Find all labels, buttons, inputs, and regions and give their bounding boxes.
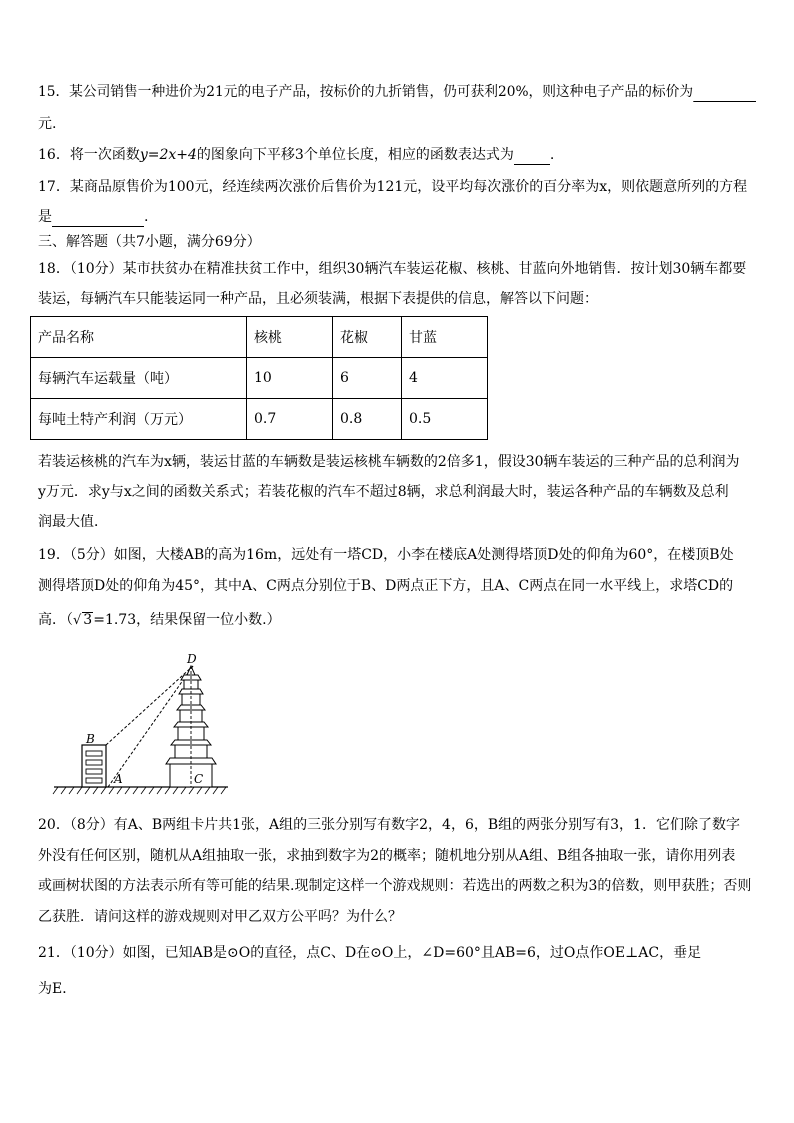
label-c: C [194,772,204,786]
table-cell: 0.7 [247,399,333,440]
table-row [31,399,488,440]
q19-line1: 19．（5分）如图，大楼AB的高为16m，远处有一塔CD，小李在楼底A处测得塔顶D处的仰角为60°，在楼顶B处 [38,547,734,563]
q19-line2: 测得塔顶D处的仰角为45°，其中A、C两点分别位于B、D两点正下方，且A、C两点在同一水平线上，求塔CD的 [38,578,734,594]
q20-line2: 外没有任何区别，随机从A组抽取一张，求抽到数字为2的概率；随机地分别从A组、B组各抽取一张，请你用列表 [38,848,736,864]
table-cell: 6 [333,358,402,399]
q18-after1: 若装运核桃的汽车为x辆，装运甘蓝的车辆数是装运核桃车辆数的2倍多1，假设30辆车装运的三种产品的总利润为 [38,454,740,470]
table-cell: 0.5 [402,399,488,440]
q21-line1: 21．（10分）如图，已知AB是⊙O的直径，点C、D在⊙O上，∠D=60°且AB=6，过O点作OE⊥AC，垂足 [38,945,702,961]
table-header-cell: 花椒 [333,317,402,358]
table-header-cell: 产品名称 [31,317,247,358]
q19-tower-figure [52,648,232,800]
sqrt-radicand: 3 [83,612,93,628]
q20-line3: 或画树状图的方法表示所有等可能的结果.现制定这样一个游戏规则：若选出的两数之积为3的倍数，则甲获胜；否则 [38,878,752,894]
q18-after3: 润最大值． [38,514,108,530]
q17-end: . [144,209,149,225]
table-header-cell: 甘蓝 [402,317,488,358]
q15-text: 15．某公司销售一种进价为21元的电子产品，按标价的九折销售，仍可获利20%，则这种电子产品的标价为 [38,84,694,100]
section-3-heading: 三、解答题（共7小题，满分69分） [38,234,261,250]
q20-line4: 乙获胜．请问这样的游戏规则对甲乙双方公平吗？为什么？ [38,909,402,925]
q15-tail: 元. [38,116,57,132]
q19-line3-post: =1.73，结果保留一位小数.） [93,612,281,628]
table-cell: 10 [247,358,333,399]
table-header-row [31,317,488,358]
table-cell: 每吨土特产利润（万元） [31,399,247,440]
label-a: A [114,772,123,786]
q17-pre2: 是 [38,209,52,225]
q18-data-table [30,316,488,440]
q15-answer-blank[interactable] [693,87,756,102]
q15-line1 [38,82,756,102]
q16-answer-blank[interactable] [514,150,550,165]
q16-post: 的图象向下平移3个单位长度，相应的函数表达式为 [196,147,514,163]
label-d: D [187,652,197,666]
q17-line1: 17．某商品原售价为100元，经连续两次涨价后售价为121元，设平均每次涨价的百分率为x，则依题意所列的方程 [38,179,748,195]
building-ab [82,745,106,787]
q16-line [38,145,554,165]
label-b: B [86,732,95,746]
q19-line3-pre: 高．（ [38,612,73,628]
q20-line1: 20．（8分）有A、B两组卡片共1张，A组的三张分别写有数字2，4，6，B组的两张分别写有3，1．它们除了数字 [38,817,740,833]
q17-line2 [38,207,148,227]
q21-line2: 为E． [38,981,77,997]
table-cell: 4 [402,358,488,399]
q16-expression: y=2x+4 [139,147,197,163]
q16-pre: 16．将一次函数 [38,147,140,163]
q18-after2: y万元．求y与x之间的函数关系式；若装花椒的汽车不超过8辆，求总利润最大时，装运各种产品的车辆数及总利 [38,484,729,500]
q19-line3: 高．（√ 3=1.73，结果保留一位小数.） [38,612,281,628]
table-cell: 每辆汽车运载量（吨） [31,358,247,399]
q18-line1: 18．（10分）某市扶贫办在精准扶贫工作中，组织30辆汽车装运花椒、核桃、甘蓝向外地销售．按计划30辆车都要 [38,261,747,277]
q16-end: . [549,147,555,163]
table-header-cell: 核桃 [247,317,333,358]
q18-line2: 装运，每辆汽车只能装运同一种产品，且必须装满，根据下表提供的信息，解答以下问题： [38,291,598,307]
table-row [31,358,488,399]
q17-answer-blank[interactable] [52,212,144,227]
ground-hatch [53,787,226,794]
table-cell: 0.8 [333,399,402,440]
